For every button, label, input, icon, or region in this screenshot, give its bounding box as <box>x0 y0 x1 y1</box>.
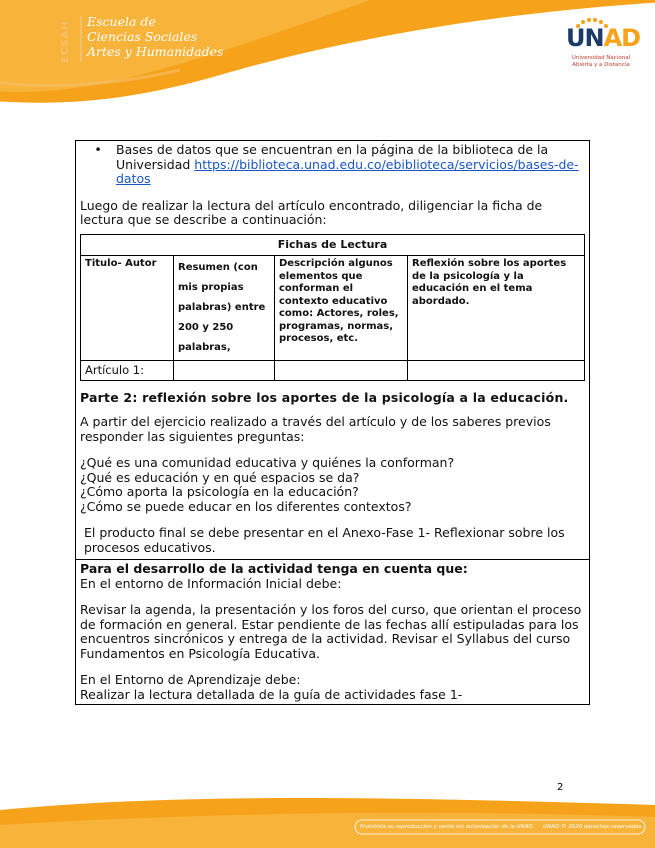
question-1: ¿Qué es una comunidad educativa y quiénes la conforman? <box>80 455 455 470</box>
intro-text: Luego de realizar la lectura del artículo encontrado, diligenciar la ficha de lectura que se describe a continuación: <box>80 197 543 227</box>
bullet-icon: • <box>94 142 102 157</box>
table-row <box>81 361 585 381</box>
desarrollo-line2: En el Entorno de Aprendizaje debe: <box>80 672 301 687</box>
question-4: ¿Cómo se puede educar en los diferentes contextos? <box>80 498 412 514</box>
parte2-heading: Parte 2: reflexión sobre los aportes de la psicología a la educación. <box>80 389 569 405</box>
content-box <box>75 140 590 705</box>
fichas-table <box>80 234 585 381</box>
bases-de-datos-link[interactable]: https://biblioteca.unad.edu.co/ebiblioteca/servicios/bases-de-datos <box>116 156 579 186</box>
question-2: ¿Qué es educación y en qué espacios se da? <box>80 469 360 485</box>
parte2-intro: A partir del ejercicio realizado a través del artículo y de los saberes previos responder las siguientes preguntas: <box>80 414 551 444</box>
ecsah-divider <box>80 16 82 62</box>
footer-legal: Prohibida su reproducción y venta sin autorización de la UNAD. UNAD © 2020 derechos reservados. <box>360 824 644 830</box>
school-name: Escuela de Ciencias Sociales Artes y Humanidades <box>87 14 224 59</box>
cell-empty <box>174 361 275 381</box>
col-reflexion: Reflexión sobre los aportes de la psicología y la educación en el tema abordado. <box>408 256 585 361</box>
desarrollo-heading: Para el desarrollo de la actividad tenga en cuenta que: <box>80 561 468 576</box>
cell-empty <box>275 361 408 381</box>
producto-final: El producto final se debe presentar en el Anexo-Fase 1- Reflexionar sobre los procesos educativos. <box>84 525 565 555</box>
col-descripcion: Descripción algunos elementos que conforman el contexto educativo como: Actores, roles, programas, normas, procesos, etc. <box>275 256 408 361</box>
list-item: • Bases de datos que se encuentran en la página de la biblioteca de la Universidad https://biblioteca.unad.edu.co/ebiblioteca/servicios/bases-de-datos <box>80 143 585 187</box>
desarrollo-line3: Realizar la lectura detallada de la guía de actividades fase 1- <box>80 686 463 702</box>
page-number: 2 <box>557 782 564 793</box>
section-activity <box>76 141 589 559</box>
cell-articulo-1: Artículo 1: <box>81 361 174 381</box>
table-title: Fichas de Lectura <box>81 234 585 256</box>
question-3: ¿Cómo aporta la psicología en la educación? <box>80 484 359 499</box>
section-desarrollo <box>76 560 589 704</box>
ecsah-label: ECSAH <box>60 20 71 63</box>
desarrollo-para1: Revisar la agenda, la presentación y los foros del curso, que orientan el proceso de formación en general. Estar pendiente de las fechas allí estipuladas para los encuentros sincrónicos y entrega de la actividad. Revisar el Syllabus del curso Fundamentos en Psicología Educativa. <box>80 602 582 661</box>
footer-swoosh <box>0 795 655 848</box>
desarrollo-line1: En el entorno de Información Inicial debe: <box>80 575 342 591</box>
col-resumen: Resumen (con mis propias palabras) entre 200 y 250 palabras, <box>174 256 275 361</box>
cell-empty <box>408 361 585 381</box>
unad-subtitle: Universidad Nacional Abierta y a Distancia <box>571 55 631 68</box>
col-titulo-autor: Titulo- Autor <box>81 256 174 361</box>
unad-wordmark: UNAD <box>566 24 641 52</box>
